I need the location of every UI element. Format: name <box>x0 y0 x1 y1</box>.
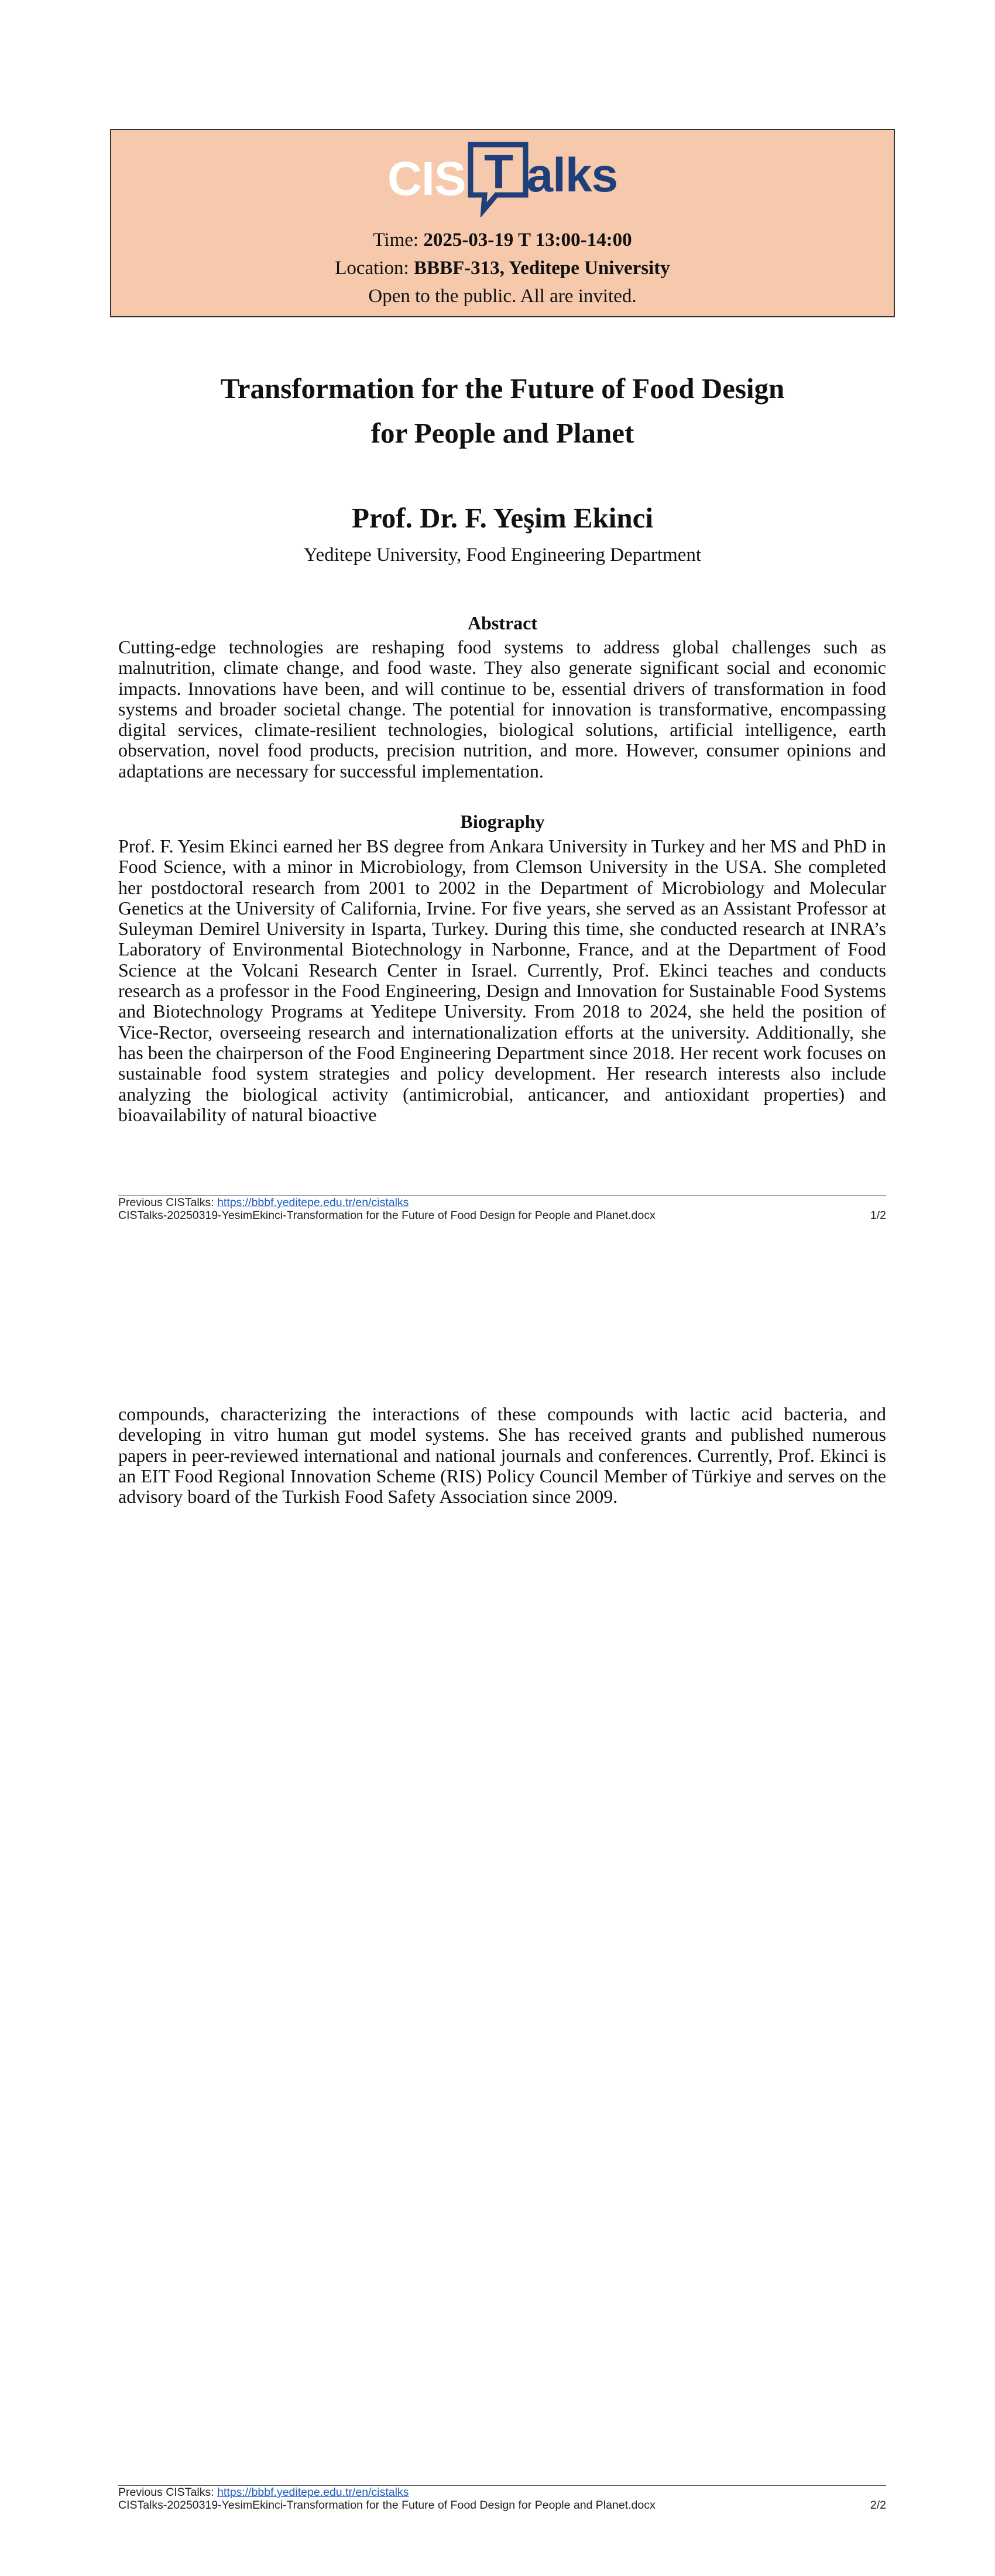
footer-filename: CISTalks-20250319-YesimEkinci-Transformation for the Future of Food Design for People and Planet.docx <box>118 1209 656 1222</box>
biography-text-page-1: Prof. F. Yesim Ekinci earned her BS degree from Ankara University in Turkey and her MS and PhD in Food Science, with a minor in Microbiology, from Clemson University in the USA. She completed her postdoctoral research from 2001 to 2002 in the Department of Microbiology and Molecular Genetics at the University of California, Irvine. For five years, she served as an Assistant Professor at Suleyman Demirel University in Isparta, Turkey. During this time, she conducted research at INRA’s Laboratory of Environmental Biotechnology in Narbonne, France, and at the Department of Food Science at the Volcani Research Center in Israel. Currently, Prof. Ekinci teaches and conducts research as a professor in the Food Engineering, Design and Innovation for Sustainable Food Systems and Biotechnology Programs at Yeditepe University. From 2018 to 2024, she held the position of Vice-Rector, overseeing research and internationalization efforts at the university. Additionally, she has been the chairperson of the Food Engineering Department since 2018. Her recent work focuses on sustainable food system strategies and policy development. Her research interests also include analyzing the biological activity (antimicrobial, anticancer, and antioxidant properties) and bioavailability of natural bioactive <box>118 835 886 1125</box>
speaker-name: Prof. Dr. F. Yeşim Ekinci <box>352 502 653 534</box>
page-number: 2/2 <box>870 2499 886 2512</box>
speaker-affiliation: Yeditepe University, Food Engineering Department <box>303 544 702 566</box>
previous-talks-line <box>118 1196 886 1209</box>
talk-title-line-1: Transformation for the Future of Food Design <box>220 372 785 405</box>
footer-page-2 <box>118 2485 886 2512</box>
previous-talks-label: Previous CISTalks: <box>118 2486 218 2499</box>
previous-talks-label: Previous CISTalks: <box>118 1196 218 1209</box>
logo-t-letter: T <box>483 145 513 198</box>
event-location <box>111 256 894 280</box>
location-value: BBBF-313, Yeditepe University <box>413 258 670 279</box>
abstract-heading: Abstract <box>467 612 538 633</box>
footer-file-row <box>118 2499 886 2512</box>
previous-talks-link[interactable]: https://bbbf.yeditepe.edu.tr/en/cistalks <box>217 2486 409 2499</box>
footer-filename: CISTalks-20250319-YesimEkinci-Transformation for the Future of Food Design for People and Planet.docx <box>118 2499 656 2512</box>
event-open-note: Open to the public. All are invited. <box>368 286 637 307</box>
previous-talks-line <box>118 2486 886 2499</box>
time-label: Time: <box>373 229 424 251</box>
event-time <box>111 228 894 252</box>
talk-title <box>110 366 895 455</box>
previous-talks-link[interactable]: https://bbbf.yeditepe.edu.tr/en/cistalks <box>217 1196 409 1209</box>
footer-page-1 <box>118 1195 886 1222</box>
speech-bubble-icon <box>467 141 530 217</box>
logo-alks-text: alks <box>526 149 618 202</box>
talk-title-line-2: for People and Planet <box>370 417 634 449</box>
cistalks-logo <box>111 138 894 220</box>
abstract-text: Cutting-edge technologies are reshaping food systems to address global challenges such as malnutrition, climate change, and food waste. They also generate significant social and economic impacts. Innovations have been, and will continue to be, essential drivers of transformation in food systems and broader societal change. The potential for innovation is transformative, encompassing digital services, climate-resilient technologies, biological solutions, artificial intelligence, earth observation, novel food products, precision nutrition, and more. However, consumer opinions and adaptations are necessary for successful implementation. <box>118 636 886 782</box>
biography-heading: Biography <box>460 811 545 832</box>
event-header-box <box>110 129 895 317</box>
logo-cis-text: CIS <box>387 152 466 205</box>
footer-file-row <box>118 1209 886 1222</box>
location-label: Location: <box>335 258 414 279</box>
biography-text-page-2: compounds, characterizing the interactions of these compounds with lactic acid bacteria, and developing in vitro human gut model systems. She has received grants and published numerous papers in peer-reviewed international and national journals and conferences. Currently, Prof. Ekinci is an EIT Food Regional Innovation Scheme (RIS) Policy Council Member of Türkiye and serves on the advisory board of the Turkish Food Safety Association since 2009. <box>118 1403 886 1508</box>
page-number: 1/2 <box>870 1209 886 1222</box>
time-value: 2025-03-19 T 13:00-14:00 <box>423 229 632 251</box>
